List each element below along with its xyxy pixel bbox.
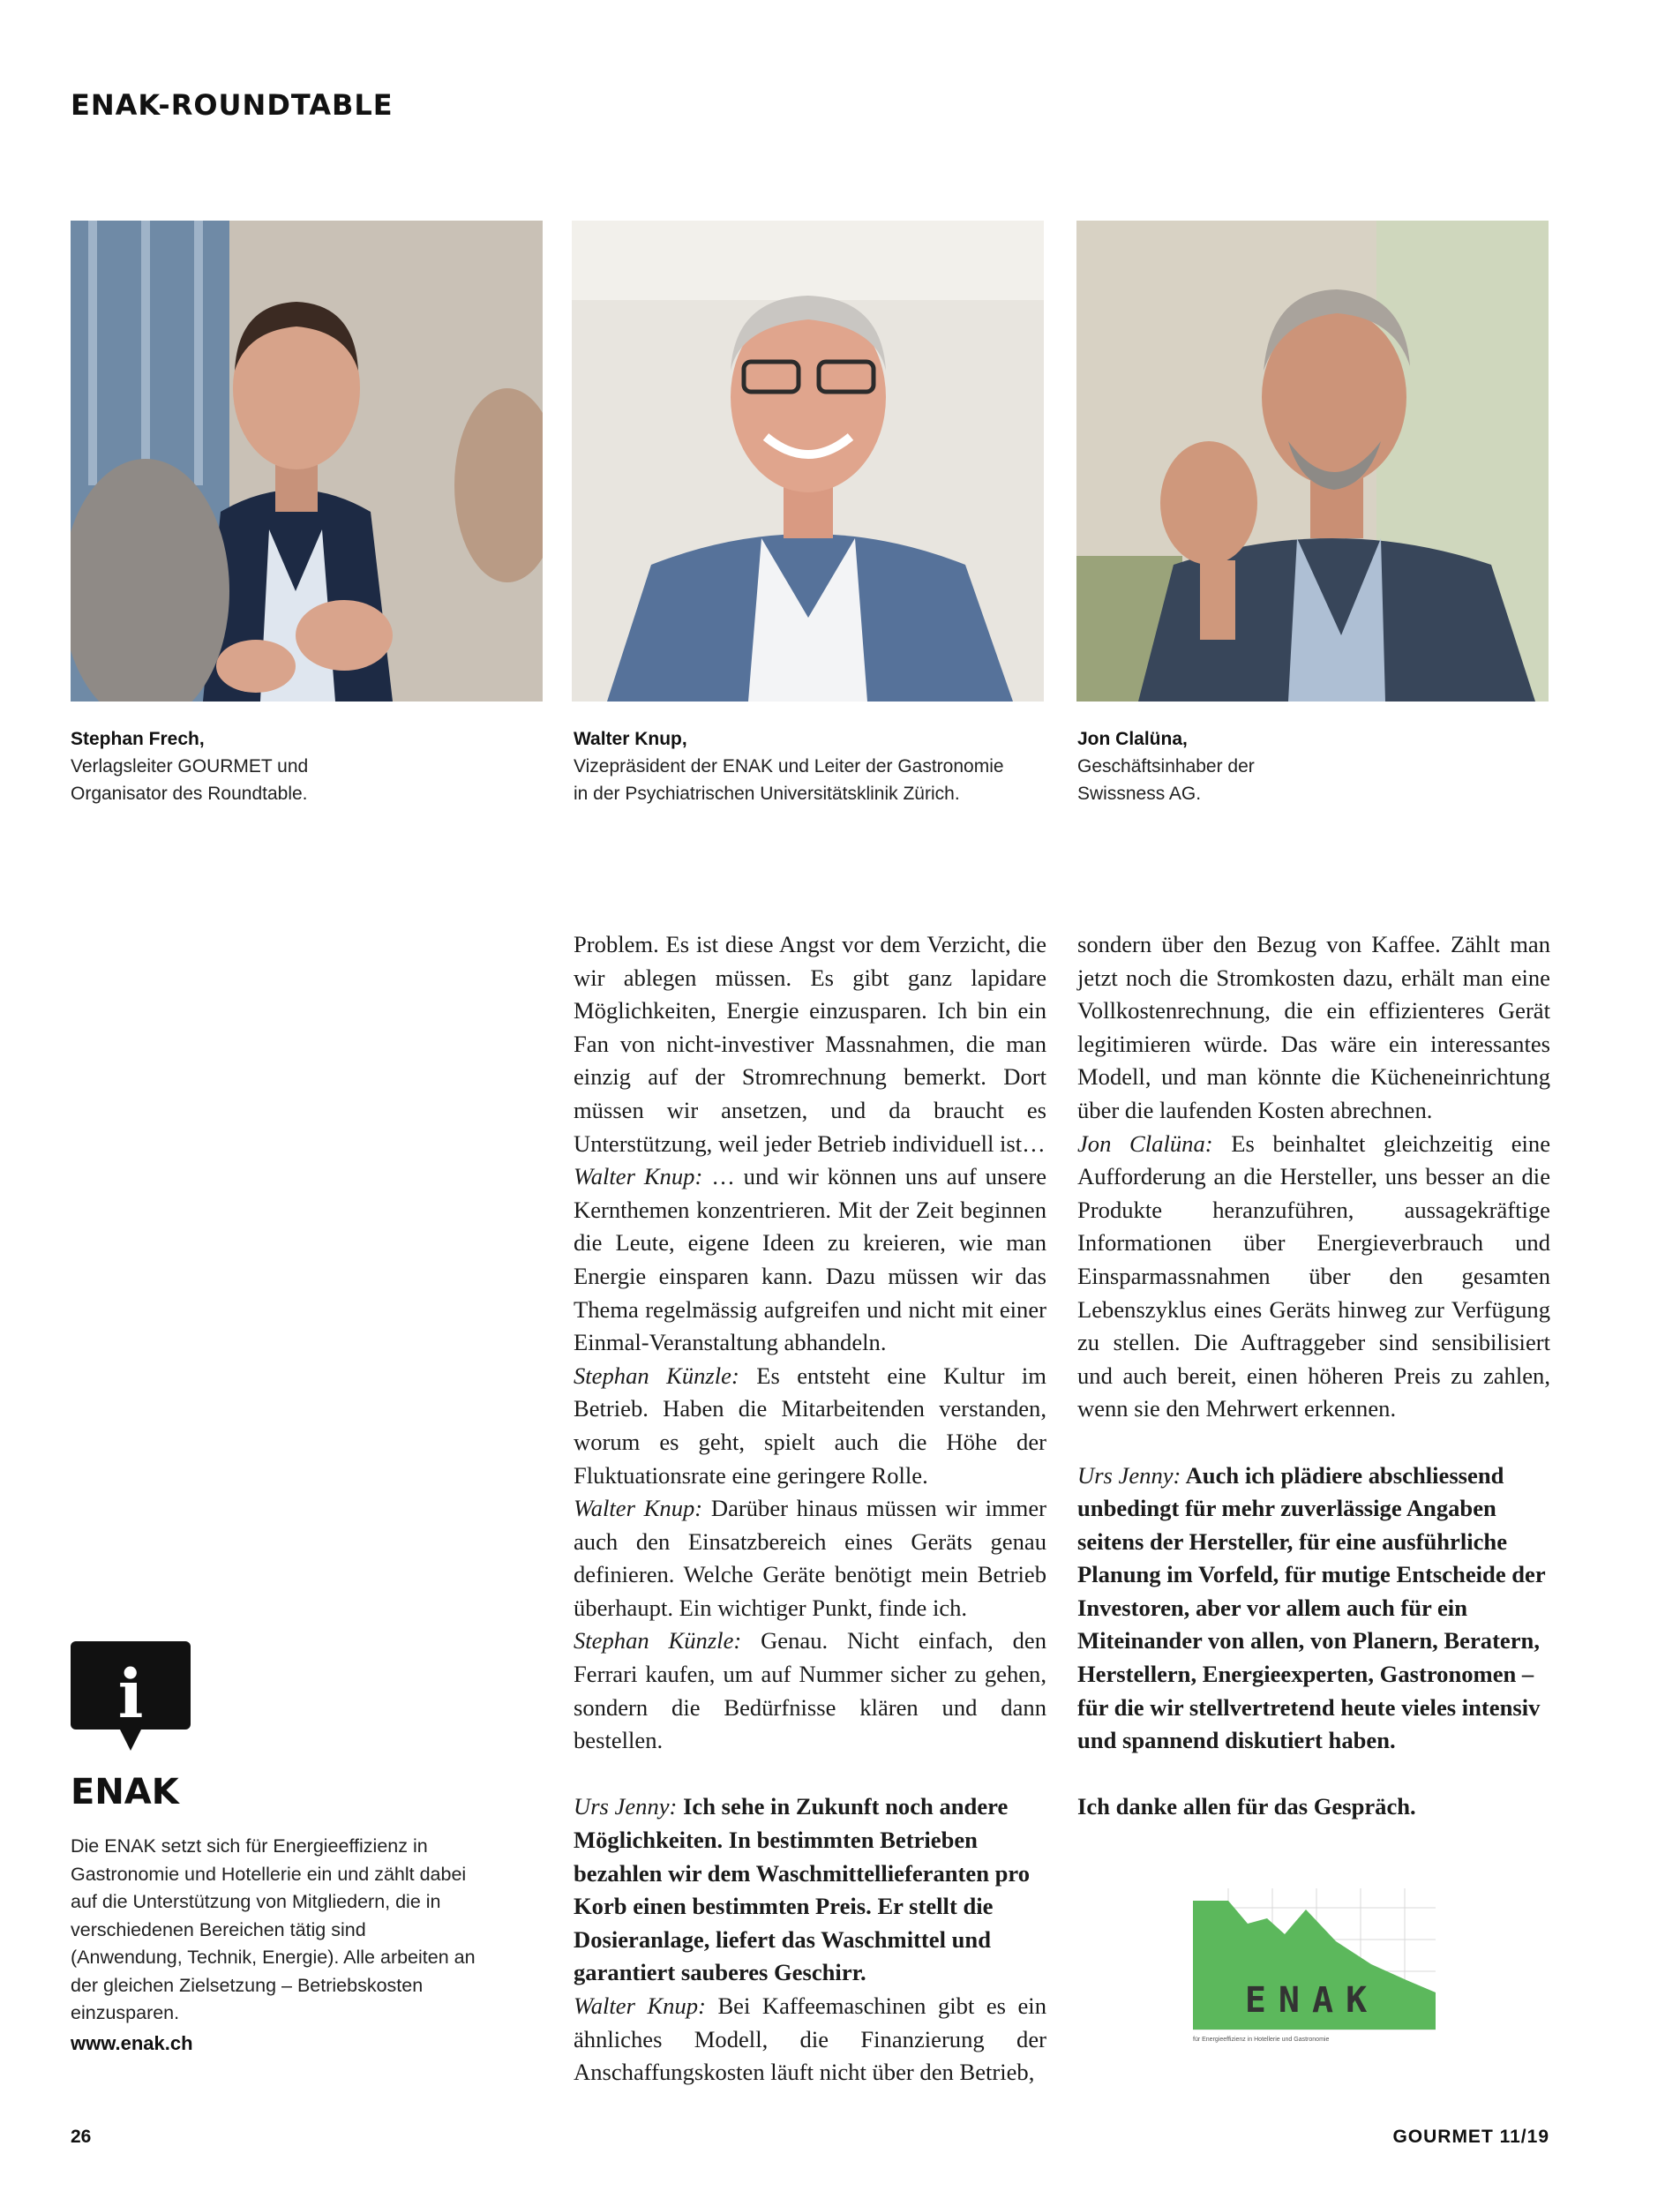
participant-role: Geschäftsinhaber der Swissness AG.	[1077, 756, 1255, 804]
article-paragraph: sondern über den Bezug von Kaffee. Zählt man jetzt noch die Stromkosten dazu, erhält man eine Vollkostenrechnung, die ein effizienteres Gerät legitimieren würde. Das wäre ein interessantes Modell, und man könnte die Kücheneinrichtung über die laufenden Kosten abrechnen.	[1077, 931, 1550, 1123]
page-number: 26	[71, 2127, 92, 2147]
article-paragraph	[574, 1360, 1046, 1492]
info-icon	[69, 1639, 192, 1756]
speaker-name: Urs Jenny:	[574, 1793, 678, 1820]
speech-text: Es entsteht eine Kultur im Betrieb. Haben die Mitarbeitenden verstanden, worum es geht, spielt auch die Höhe der Fluktuationsrate eine geringere Rolle.	[574, 1362, 1046, 1489]
speaker-name: Urs Jenny:	[1077, 1461, 1181, 1489]
caption-stephan-frech	[71, 725, 547, 807]
speech-text: Genau. Nicht einfach, den Ferrari kaufen, um auf Nummer sicher zu gehen, sondern die Bedürfnisse klären und dann bestellen.	[574, 1627, 1047, 1754]
caption-jon-claluna	[1077, 725, 1554, 807]
article-paragraph	[574, 1790, 1046, 1990]
info-icon-letter: i	[117, 1654, 144, 1733]
speech-text: … und wir können uns auf unsere Kernthemen konzentrieren. Mit der Zeit beginnen die Leute, eigene Ideen zu kreieren, wie man Energie einsparen kann. Dazu müssen wir das Thema regelmässig aufgreifen und nicht mit einer Einmal-Veranstaltung abhandeln.	[574, 1163, 1046, 1356]
speaker-name: Jon Clalüna:	[1077, 1129, 1213, 1157]
speaker-name: Walter Knup:	[574, 1163, 703, 1190]
article-column-right	[1077, 928, 1550, 1824]
speaker-name: Walter Knup:	[574, 1992, 706, 2019]
speaker-name: Stephan Künzle:	[574, 1627, 742, 1654]
logo-wordmark: ENAK	[1244, 1980, 1380, 2021]
speech-text: Darüber hinaus müssen wir immer auch den Einsatzbereich eines Geräts genau definieren. Welche Geräte benötigt mein Betrieb überhaupt. Ein wichtiger Punkt, finde ich.	[574, 1495, 1046, 1621]
article-paragraph	[1077, 1459, 1550, 1758]
section-title: ENAK-ROUNDTABLE	[71, 88, 394, 122]
article-paragraph	[574, 1624, 1046, 1757]
logo-tagline: für Energieeffizienz in Hotellerie und Gastronomie	[1193, 2037, 1330, 2043]
article-paragraph: Problem. Es ist diese Angst vor dem Verzicht, die wir ablegen müssen. Es gibt ganz lapidare Möglichkeiten, Energie einzusparen. Ich bin ein Fan von nicht-investiver Massnahmen, die man einzig auf der Stromrechnung bemerkt. Dort müssen wir ansetzen, und da braucht es Unterstützung, weil jeder Betrieb individuell ist…	[574, 931, 1046, 1157]
photo-walter-knup	[572, 221, 1044, 702]
article-column-middle	[574, 928, 1046, 2090]
article-paragraph	[574, 1990, 1046, 2090]
participant-name: Walter Knup,	[574, 729, 687, 749]
enak-logo	[1193, 1888, 1449, 2069]
magazine-issue: GOURMET 11/19	[1392, 2127, 1549, 2147]
article-paragraph	[574, 1160, 1046, 1360]
caption-walter-knup	[574, 725, 1050, 807]
photo-jon-claluna	[1076, 221, 1549, 702]
info-text: Die ENAK setzt sich für Energieeffizienz in Gastronomie und Hotellerie ein und zählt dabei auf die Unterstützung von Mitgliedern, die in verschiedenen Bereichen tätig sind (Anwendung, Technik, Energie). Alle arbeiten an der gleichen Zielsetzung – Betriebskosten einzusparen.	[71, 1835, 476, 2023]
photo-stephan-frech	[71, 221, 543, 702]
participant-name: Jon Clalüna,	[1077, 729, 1188, 749]
speech-text: Bei Kaffeemaschinen gibt es ein ähnliches Modell, die Finanzierung der Anschaffungskosten läuft nicht über den Betrieb,	[574, 1992, 1046, 2086]
speaker-name: Stephan Künzle:	[574, 1362, 739, 1389]
info-title: ENAK	[71, 1772, 179, 1812]
speech-text: Ich sehe in Zukunft noch andere Möglichkeiten. In bestimmten Betrieben bezahlen wir dem Waschmittellieferanten pro Korb einen bestimmten Preis. Er stellt die Dosieranlage, liefert das Waschmittel und garantiert sauberes Geschirr.	[574, 1793, 1031, 1986]
participant-name: Stephan Frech,	[71, 729, 205, 749]
closing-remark: Ich danke allen für das Gespräch.	[1077, 1793, 1416, 1820]
speaker-name: Walter Knup:	[574, 1495, 703, 1522]
participant-role: Verlagsleiter GOURMET und Organisator des Roundtable.	[71, 756, 309, 804]
speech-text: Es beinhaltet gleichzeitig eine Aufforderung an die Hersteller, uns besser an die Produkte heranzuführen, aussagekräftige Informationen über Energieverbrauch und Einsparmassnahmen über den gesamten Lebenszyklus eines Geräts hinweg zur Verfügung zu stellen. Die Auftraggeber sind sensibilisiert und auch bereit, einen höheren Preis zu zahlen, wenn sie den Mehrwert erkennen.	[1077, 1129, 1550, 1422]
participant-role: Vizepräsident der ENAK und Leiter der Gastronomie in der Psychiatrischen Universitätsklinik Zürich.	[574, 756, 1004, 804]
speech-text: Auch ich plädiere abschliessend unbedingt für mehr zuverlässige Angaben seitens der Hersteller, für eine ausführliche Planung im Vorfeld, für mutige Entscheide der Investoren, aber vor allem auch für ein Miteinander von allen, von Planern, Beratern, Herstellern, Energieexperten, Gastronomen – für die wir stellvertretend heute vieles intensiv und spannend diskutiert haben.	[1077, 1461, 1546, 1754]
article-paragraph	[574, 1492, 1046, 1624]
info-link[interactable]: www.enak.ch	[71, 2032, 193, 2054]
article-paragraph	[1077, 1128, 1550, 1426]
